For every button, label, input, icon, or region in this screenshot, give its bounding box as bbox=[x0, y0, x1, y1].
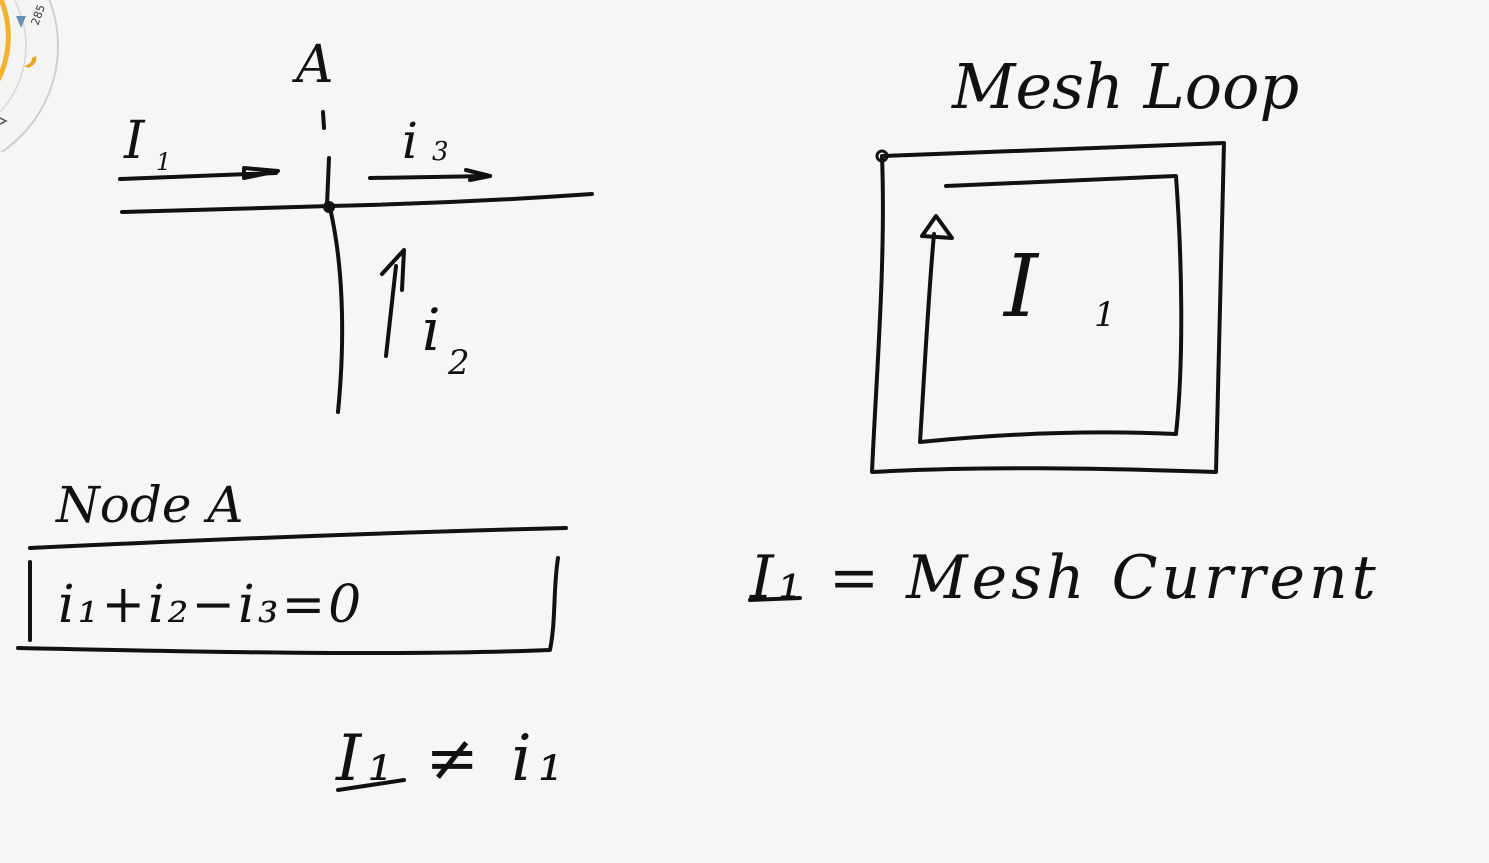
current-i3-label bbox=[402, 112, 449, 170]
dial-value: 285 bbox=[28, 2, 49, 28]
mesh-current-loop bbox=[920, 176, 1181, 442]
mesh-current-arrowhead bbox=[922, 216, 952, 238]
mesh-title: Mesh Loop bbox=[952, 50, 1300, 123]
svg-text:1: 1 bbox=[156, 148, 172, 176]
current-i2-label bbox=[422, 296, 470, 383]
node-diagram bbox=[120, 35, 592, 412]
svg-text:I: I bbox=[1004, 237, 1038, 337]
vertical-wire bbox=[330, 208, 342, 412]
mesh-diagram bbox=[872, 50, 1299, 472]
mesh-definition-underline bbox=[750, 598, 800, 600]
node-label-top: A bbox=[296, 35, 334, 95]
svg-text:i: i bbox=[422, 296, 441, 364]
svg-text:I: I bbox=[124, 111, 145, 171]
node-equation-heading: Node A bbox=[56, 476, 244, 534]
current-i2-arrow bbox=[386, 266, 396, 356]
svg-text:1: 1 bbox=[1094, 295, 1116, 335]
node-tick bbox=[323, 112, 324, 128]
mesh-definition: I₁ = Mesh Current bbox=[750, 543, 1380, 613]
node-equation-text: i₁+i₂−i₃=0 bbox=[58, 575, 365, 635]
mesh-current-label bbox=[1002, 237, 1116, 337]
svg-text:2: 2 bbox=[448, 343, 470, 383]
horizontal-wire bbox=[122, 194, 592, 212]
not-equal-note: I₁ ≠ i₁ bbox=[336, 722, 570, 796]
node-equation bbox=[18, 476, 566, 653]
svg-text:3: 3 bbox=[432, 137, 449, 167]
mesh-outer-loop bbox=[872, 143, 1224, 472]
svg-text:i: i bbox=[402, 112, 418, 170]
node-stub-wire bbox=[327, 158, 329, 205]
current-i1-label bbox=[123, 111, 171, 176]
